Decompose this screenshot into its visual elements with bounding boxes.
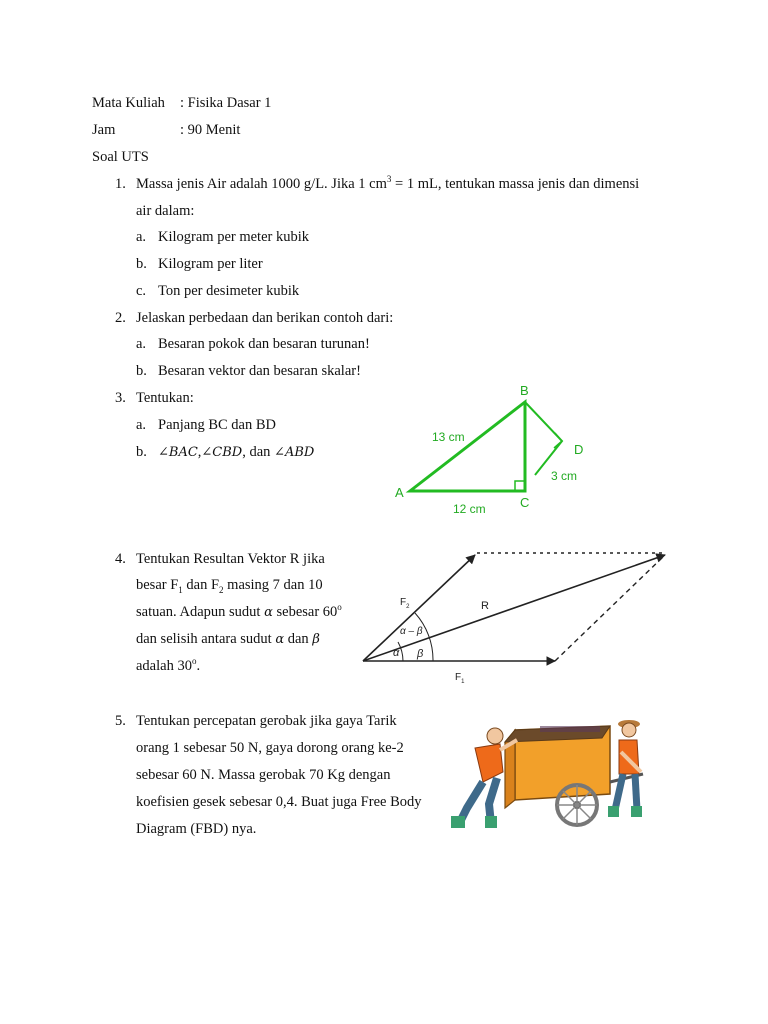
q3-number: 3. bbox=[115, 390, 126, 406]
triangle-abc bbox=[410, 402, 525, 491]
label-alpha-minus-beta: α – β bbox=[400, 626, 423, 637]
q4-number: 4. bbox=[115, 551, 126, 567]
label-f1: $F_1$ bbox=[455, 672, 465, 685]
q2-text: Jelaskan perbedaan dan berikan contoh dari: bbox=[136, 310, 394, 326]
q5-line: Tentukan percepatan gerobak jika gaya Tarik bbox=[136, 713, 397, 729]
q3-option-letter: a. bbox=[136, 417, 147, 433]
q1-option-c: Ton per desimeter kubik bbox=[158, 283, 300, 299]
q5-line: orang 1 sebesar 50 N, gaya dorong orang ke-2 bbox=[136, 740, 404, 756]
q1-option-letter: c. bbox=[136, 283, 147, 299]
q4-line5: adalah 30$^o$. bbox=[136, 656, 201, 674]
person-pulling bbox=[608, 720, 642, 817]
q1-number: 1. bbox=[115, 176, 126, 192]
course-value: : Fisika Dasar 1 bbox=[180, 95, 272, 111]
q1-text-line1: Massa jenis Air adalah 1000 g/L. Jika 1 $cm^3 = 1$ mL, tentukan massa jenis dan dimensi bbox=[136, 174, 640, 192]
label-beta: β bbox=[417, 648, 424, 660]
time-value: : 90 Menit bbox=[180, 122, 241, 138]
time-label: Jam bbox=[92, 122, 116, 138]
q4-line4: dan selisih antara sudut α dan β bbox=[136, 631, 320, 647]
q1-option-letter: a. bbox=[136, 229, 147, 245]
label-alpha: α bbox=[393, 647, 400, 659]
q2-option-letter: a. bbox=[136, 336, 147, 352]
q1-option-a: Kilogram per meter kubik bbox=[158, 229, 309, 245]
q4-line2: besar $F_1$ dan $F_2$ masing 7 dan 10 bbox=[136, 577, 323, 595]
vector-f2 bbox=[363, 555, 475, 661]
q4-line3: satuan. Adapun sudut α sebesar 60$^o$ bbox=[136, 602, 342, 620]
q2-option-a: Besaran pokok dan besaran turunan! bbox=[158, 336, 370, 352]
exam-title: Soal UTS bbox=[92, 149, 149, 165]
length-ab: 13 cm bbox=[432, 430, 465, 444]
vector-figure bbox=[355, 543, 675, 688]
segment-bdc bbox=[525, 402, 562, 475]
q1-option-b: Kilogram per liter bbox=[158, 256, 263, 272]
q3-option-a: Panjang BC dan BD bbox=[158, 417, 277, 433]
cart-illustration bbox=[445, 712, 650, 837]
course-label: Mata Kuliah bbox=[92, 95, 165, 111]
cart-wheel bbox=[557, 785, 597, 825]
q2-number: 2. bbox=[115, 310, 126, 326]
label-r: R bbox=[481, 600, 489, 612]
label-c: C bbox=[520, 495, 530, 510]
q1-option-letter: b. bbox=[136, 256, 147, 272]
q2-option-b: Besaran vektor dan besaran skalar! bbox=[158, 363, 361, 379]
label-a: A bbox=[395, 485, 404, 500]
q1-text-line2: air dalam: bbox=[136, 203, 195, 219]
q3-option-b: ∠BAC,∠CBD, dan ∠ABD bbox=[158, 444, 315, 460]
label-d: D bbox=[574, 442, 584, 457]
label-b: B bbox=[520, 383, 529, 398]
q5-line: koefisien gesek sebesar 0,4. Buat juga Free Body bbox=[136, 794, 422, 810]
q2-option-letter: b. bbox=[136, 363, 147, 379]
length-cd: 3 cm bbox=[551, 469, 578, 483]
length-ac: 12 cm bbox=[453, 502, 486, 516]
triangle-figure bbox=[390, 380, 590, 520]
label-f2: $F_2$ bbox=[400, 597, 410, 610]
q5-line: Diagram (FBD) nya. bbox=[136, 821, 257, 837]
q3-text: Tentukan: bbox=[136, 390, 194, 406]
q5-number: 5. bbox=[115, 713, 126, 729]
q4-line1: Tentukan Resultan Vektor R jika bbox=[136, 551, 325, 567]
q5-line: sebesar 60 N. Massa gerobak 70 Kg dengan bbox=[136, 767, 391, 783]
dashed-right bbox=[555, 555, 665, 661]
q3-option-letter: b. bbox=[136, 444, 147, 460]
